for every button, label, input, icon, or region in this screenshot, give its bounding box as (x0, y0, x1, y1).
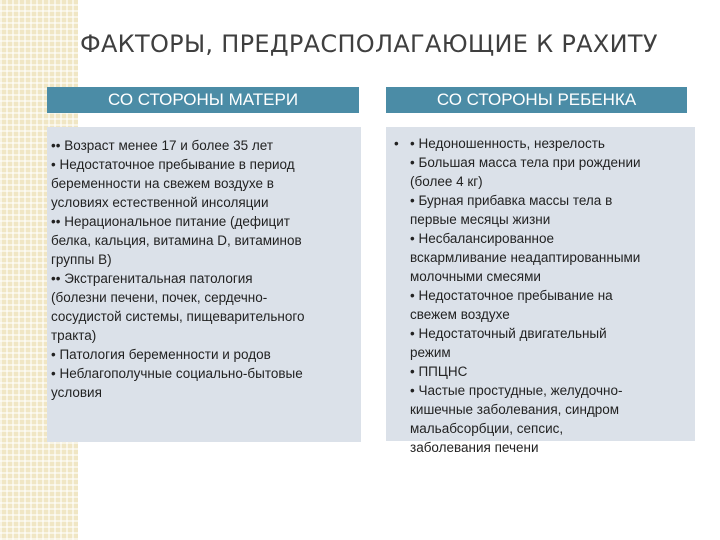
mother-factor-line: тракта) (51, 328, 97, 343)
mother-factor-line: • Недостаточное пребывание в период (51, 157, 295, 172)
child-factor-line: • Недостаточное пребывание на (410, 288, 613, 303)
child-factor-line: кишечные заболевания, синдром (410, 402, 620, 417)
child-factor-continuation (394, 153, 689, 457)
child-factor-line: мальабсорбции, сепсис, (410, 421, 564, 436)
mother-factor-line: группы В) (51, 252, 112, 267)
mother-factor-line: сосудистой системы, пищеварительного (51, 309, 305, 324)
outer-bullet: • (394, 136, 399, 151)
mother-factor-line: (болезни печени, почек, сердечно- (51, 290, 268, 305)
mother-factor-line: •• Нерациональное питание (дефицит (51, 214, 290, 229)
mother-factor-line: условиях естественной инсоляции (51, 195, 269, 210)
child-factor-line: режим (410, 345, 451, 360)
child-factor-line: (более 4 кг) (410, 174, 483, 189)
child-factor-line: • Частые простудные, желудочно- (410, 383, 623, 398)
child-factor-line: • Недостаточный двигательный (410, 326, 607, 341)
mother-column-header: СО СТОРОНЫ МАТЕРИ (47, 87, 359, 113)
mother-factor-line: беременности на свежем воздухе в (51, 176, 274, 191)
mother-factor-line: • Патология беременности и родов (51, 347, 271, 362)
mother-factor-line: •• Возраст менее 17 и более 35 лет (51, 138, 273, 153)
child-factor-line: вскармливание неадаптированными (410, 250, 641, 265)
child-column-header: СО СТОРОНЫ РЕБЕНКА (386, 87, 687, 113)
mother-factors-list (47, 127, 361, 442)
child-factor-line: молочными смесями (410, 269, 541, 284)
mother-factor-line: •• Экстрагенитальная патология (51, 271, 253, 286)
mother-factor-line: • Неблагополучные социально-бытовые (51, 366, 303, 381)
child-factor-line: первые месяцы жизни (410, 212, 551, 227)
child-factor-line: свежем воздухе (410, 307, 510, 322)
child-factor-line: заболевания печени (410, 440, 539, 455)
child-factor-line: • Недоношенность, незрелость (410, 136, 605, 151)
mother-factor-line: условия (51, 385, 102, 400)
child-factors-list (386, 127, 695, 455)
child-factor-line: • ППЦНС (410, 364, 468, 379)
child-first-item (394, 134, 689, 153)
slide-title: ФАКТОРЫ, ПРЕДРАСПОЛАГАЮЩИЕ К РАХИТУ (80, 30, 658, 58)
child-factor-line: • Несбалансированное (410, 231, 555, 246)
mother-factor-line: белка, кальция, витамина D, витаминов (51, 233, 302, 248)
child-factor-line: • Большая масса тела при рождении (410, 155, 641, 170)
child-factor-line: • Бурная прибавка массы тела в (410, 193, 613, 208)
